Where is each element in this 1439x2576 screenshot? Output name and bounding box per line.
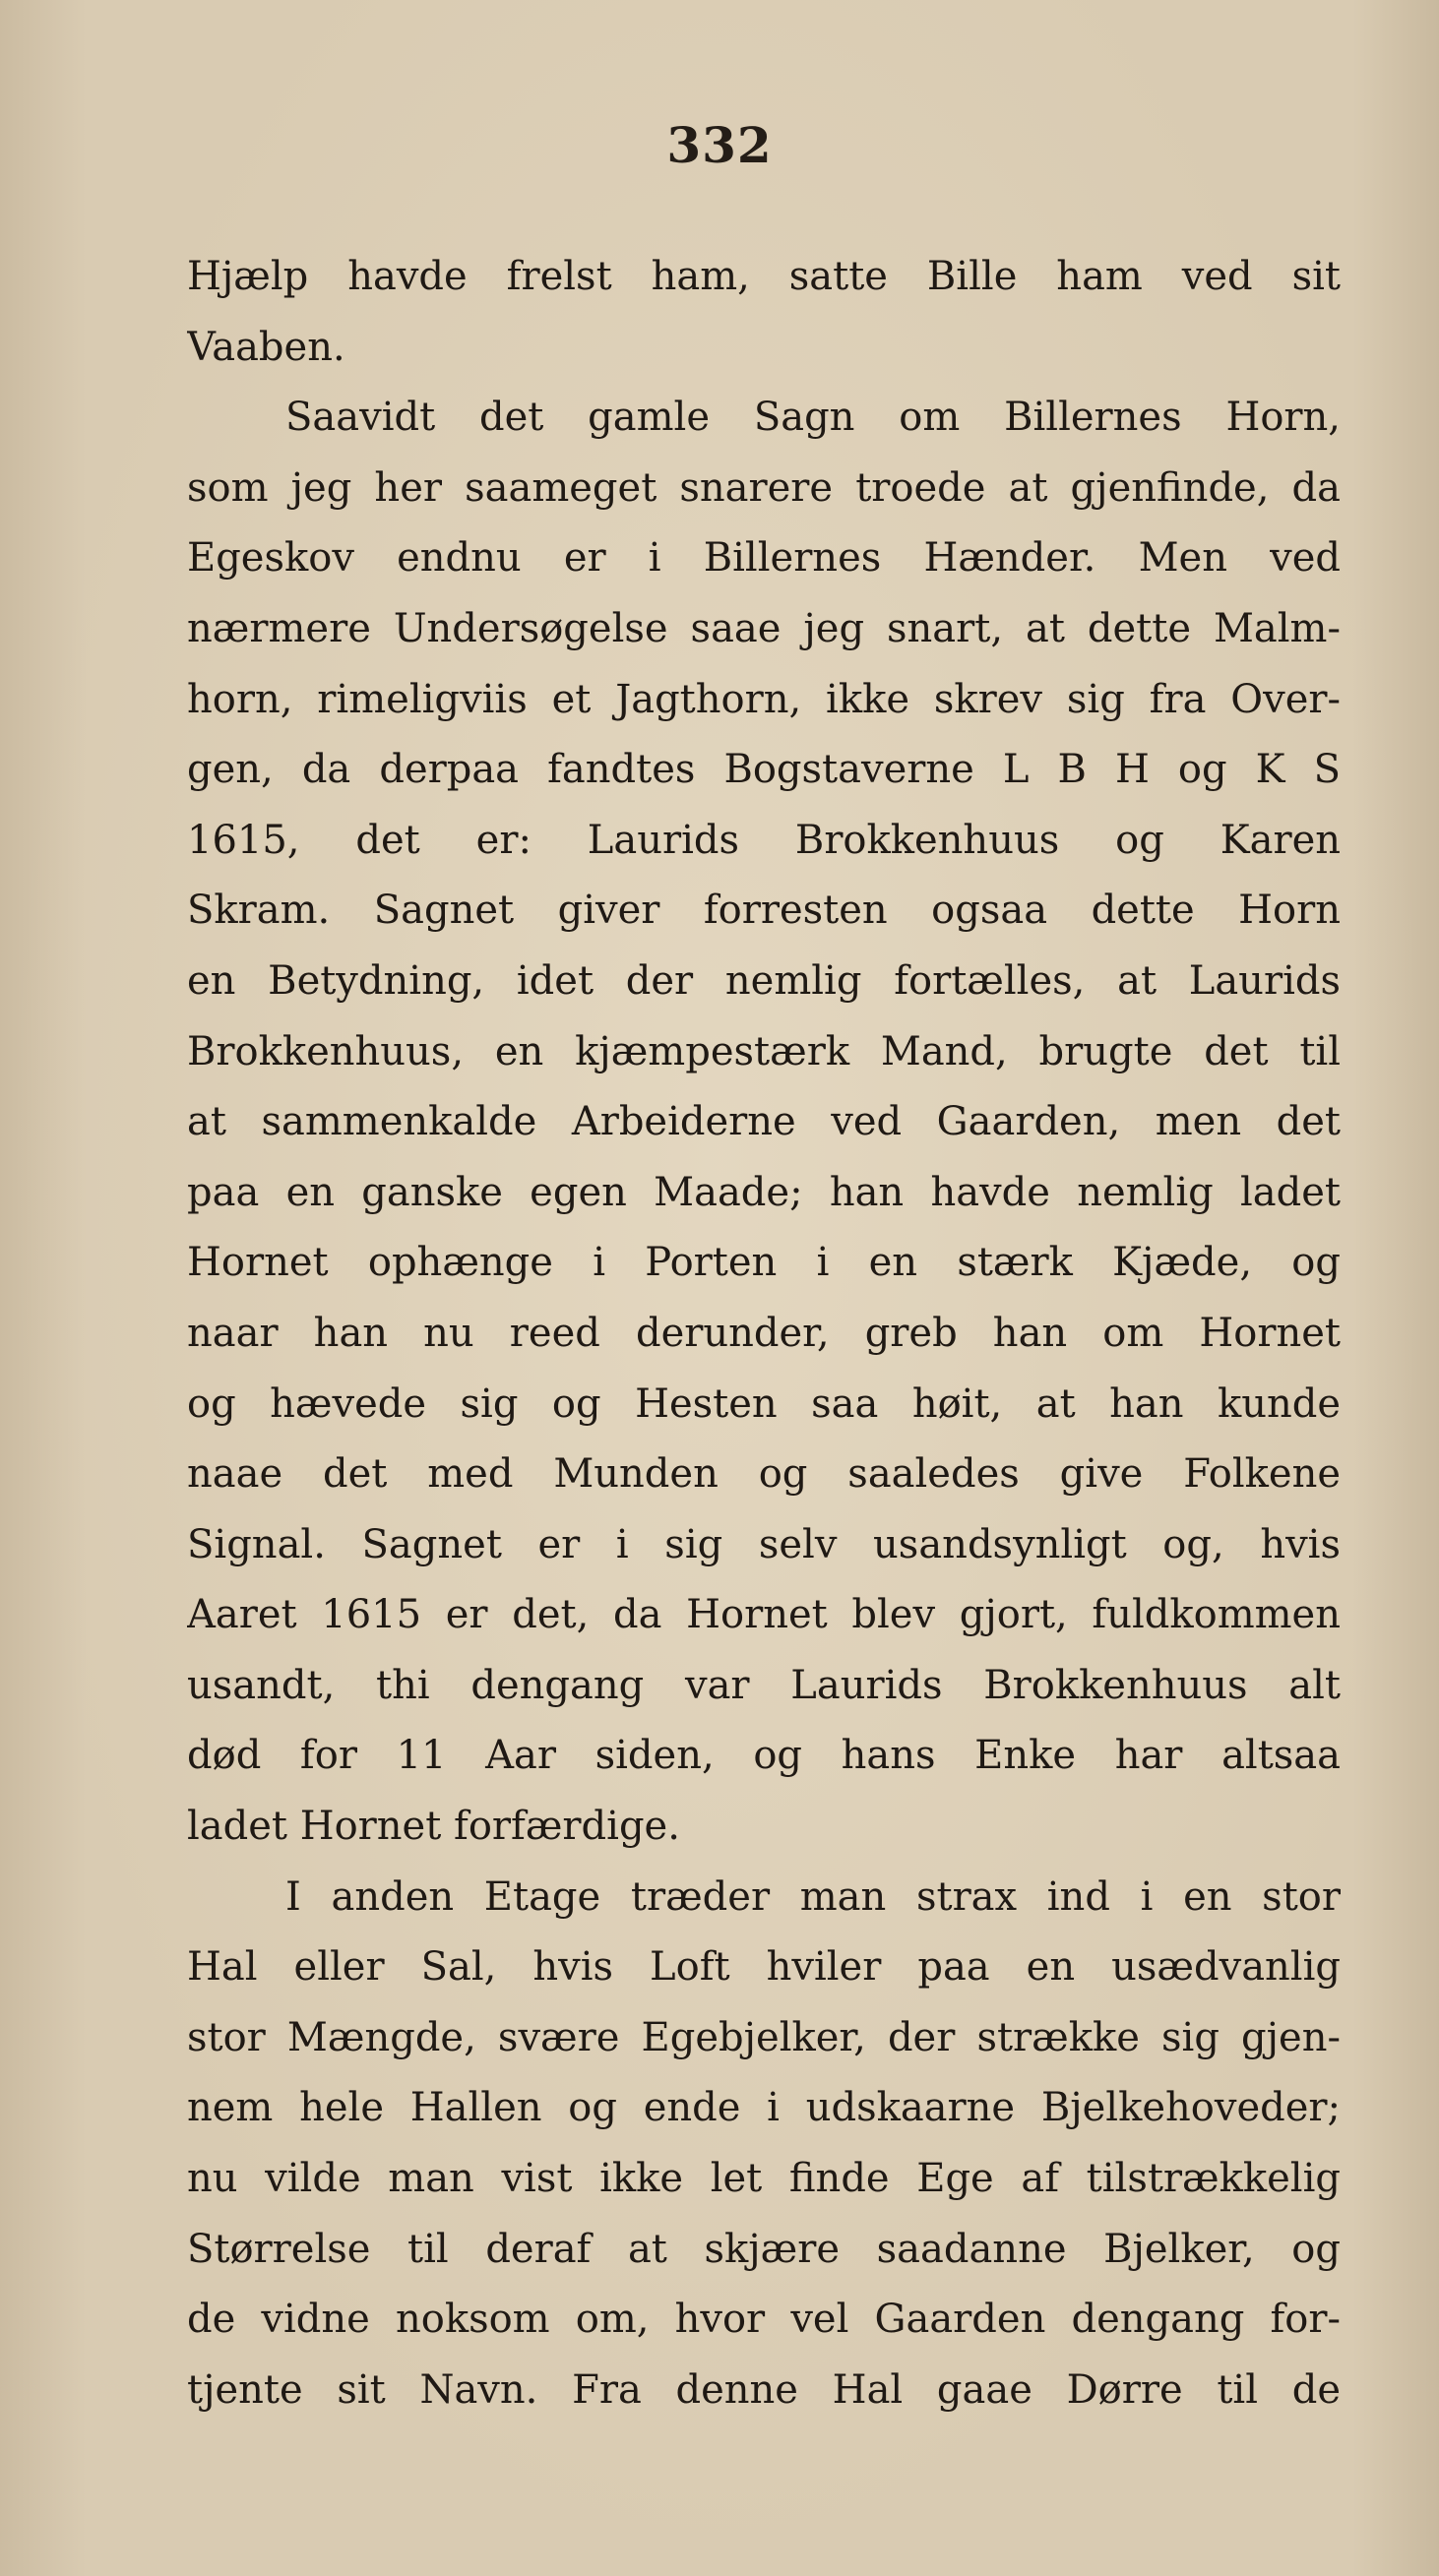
text-line: nu vilde man vist ikke let finde Ege af tilstrækkelig: [187, 2156, 1341, 2202]
page-number: 332: [666, 116, 773, 174]
text-line: naae det med Munden og saaledes give Folkene: [187, 1451, 1341, 1498]
text-line: Hjælp havde frelst ham, satte Bille ham ved sit: [187, 254, 1341, 299]
text-line: og hævede sig og Hesten saa høit, at han kunde: [187, 1380, 1341, 1427]
text-line: Størrelse til deraf at skjære saadanne Bjelker, og: [187, 2226, 1341, 2272]
text-line: horn, rimeligviis et Jagthorn, ikke skrev sig fra Over-: [187, 676, 1341, 722]
text-line: Vaaben.: [187, 324, 345, 370]
text-line: gen, da derpaa fandtes Bogstaverne L B H og K S: [187, 747, 1341, 793]
text-line: Brokkenhuus, en kjæmpestærk Mand, brugte det til: [187, 1028, 1341, 1074]
text-line: Egeskov endnu er i Billernes Hænder. Men ved: [187, 535, 1341, 582]
text-line: I anden Etage træder man strax ind i en stor: [285, 1873, 1341, 1920]
text-line: som jeg her saameget snarere troede at gjenfinde, da: [187, 464, 1341, 511]
text-line: ladet Hornet forfærdige.: [187, 1804, 680, 1850]
text-line: stor Mængde, svære Egebjelker, der strække sig gjen-: [187, 2014, 1341, 2060]
text-line: Signal. Sagnet er i sig selv usandsynligt og, hvis: [187, 1521, 1341, 1567]
text-line: 1615, det er: Laurids Brokkenhuus og Karen: [187, 817, 1341, 863]
text-line: Skram. Sagnet giver forresten ogsaa dette Horn: [187, 888, 1341, 934]
text-line: død for 11 Aar siden, og hans Enke har altsaa: [187, 1733, 1341, 1779]
text-line: de vidne noksom om, hvor vel Gaarden dengang for-: [187, 2297, 1341, 2343]
text-line: tjente sit Navn. Fra denne Hal gaae Dørre til de: [187, 2366, 1341, 2413]
text-line: usandt, thi dengang var Laurids Brokkenhuus alt: [187, 1662, 1341, 1708]
text-line: en Betydning, idet der nemlig fortælles, at Laurids: [187, 957, 1341, 1004]
text-line: naar han nu reed derunder, greb han om Hornet: [187, 1310, 1341, 1356]
text-line: at sammenkalde Arbeiderne ved Gaarden, men det: [187, 1099, 1341, 1145]
text-line: nem hele Hallen og ende i udskaarne Bjelkehoveder;: [187, 2085, 1341, 2131]
text-line: nærmere Undersøgelse saae jeg snart, at dette Malm-: [187, 605, 1341, 651]
text-line: Saavidt det gamle Sagn om Billernes Horn,: [285, 395, 1341, 441]
text-line: paa en ganske egen Maade; han havde nemlig ladet: [187, 1169, 1341, 1215]
text-line: Hal eller Sal, hvis Loft hviler paa en usædvanlig: [187, 1944, 1341, 1991]
text-line: Aaret 1615 er det, da Hornet blev gjort, fuldkommen: [187, 1592, 1341, 1638]
body-text: [187, 242, 1341, 2425]
text-line: Hornet ophænge i Porten i en stærk Kjæde, og: [187, 1240, 1341, 1286]
